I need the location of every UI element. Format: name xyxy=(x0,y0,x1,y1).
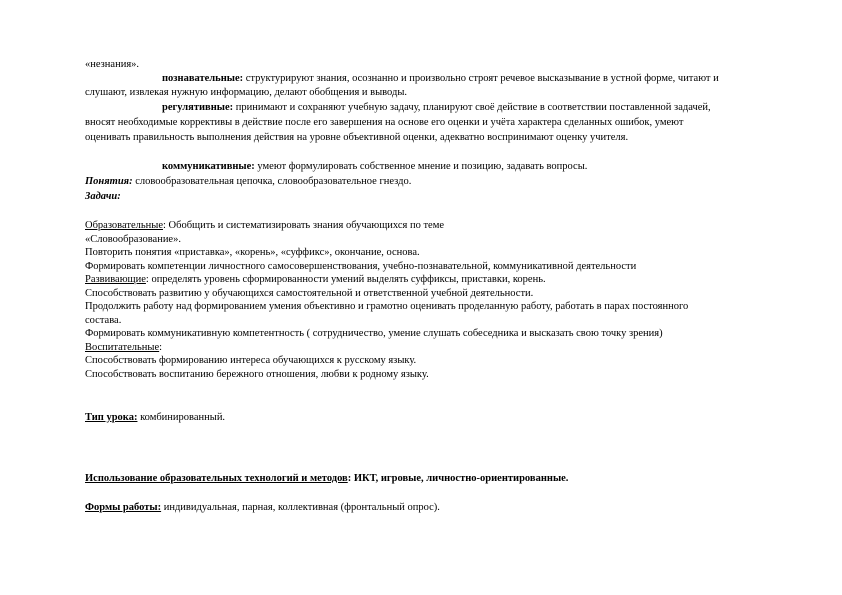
educational-line-3: Повторить понятия «приставка», «корень», «суффикс», окончание, основа. xyxy=(85,247,420,258)
developing-line-2: Способствовать развитию у обучающихся самостоятельной и ответственной учебной деятельности. xyxy=(85,287,534,299)
upbringing-text: : xyxy=(159,341,163,353)
communicative-text: умеют формулировать собственное мнение и позицию, задавать вопросы. xyxy=(254,161,588,172)
work-forms-label: Формы работы: xyxy=(85,502,162,513)
technologies-label: Использование образовательных технологий и методов xyxy=(85,473,348,484)
developing-text: : определять уровень сформированности умений выделять суффиксы, приставки, корень. xyxy=(145,274,546,285)
regulatory-line xyxy=(162,101,711,114)
quote-line: «незнания». xyxy=(85,59,140,70)
technologies-text: : ИКТ, игровые, личностно-ориентированные. xyxy=(347,473,569,484)
concepts-line xyxy=(85,175,411,188)
regulatory-cont-2: оценивать правильность выполнения действия на уровне объективной оценки, адекватно воспринимают оценку учителя. xyxy=(85,132,629,143)
educational-text: : Обобщить и систематизировать знания обучающихся по теме xyxy=(163,220,445,231)
upbringing-line-3: Способствовать воспитанию бережного отношения, любви к родному языку. xyxy=(85,368,429,380)
cognitive-label: познавательные: xyxy=(162,73,244,84)
regulatory-label: регулятивные: xyxy=(162,102,234,113)
technologies-line xyxy=(85,472,568,485)
cognitive-cont: слушают, извлекая нужную информацию, делают обобщения и выводы. xyxy=(85,87,408,98)
tasks-label: Задачи: xyxy=(85,191,121,202)
concepts-text: словообразовательная цепочка, словообразовательное гнездо. xyxy=(132,176,412,187)
educational-label: Образовательные xyxy=(85,220,163,231)
developing-label: Развивающие xyxy=(85,274,146,285)
tasks-block xyxy=(85,219,785,381)
educational-line-2: «Словообразование». xyxy=(85,233,181,245)
cognitive-line xyxy=(162,72,719,85)
upbringing-label: Воспитательные xyxy=(85,341,160,353)
cognitive-text: структурируют знания, осознанно и произвольно строят речевое высказывание в устной форме, читают и xyxy=(243,73,719,84)
communicative-line xyxy=(162,160,587,173)
communicative-label: коммуникативные: xyxy=(162,161,255,172)
regulatory-cont-1: вносят необходимые коррективы в действие после его завершения на основе его оценки и учёта характера сделанных ошибок, умеют xyxy=(85,117,684,128)
upbringing-line-2: Способствовать формированию интереса обучающихся к русскому языку. xyxy=(85,355,417,366)
regulatory-text: принимают и сохраняют учебную задачу, планируют своё действие в соответствии поставленной задачей, xyxy=(233,102,711,113)
lesson-type-label: Тип урока: xyxy=(85,412,138,423)
lesson-type-text: комбинированный. xyxy=(137,412,226,423)
tasks-heading xyxy=(85,190,121,203)
developing-line xyxy=(85,273,785,287)
educational-line-4: Формировать компетенции личностного самосовершенствования, учебно-познавательной, коммуникативной деятельности xyxy=(85,260,637,272)
work-forms-line xyxy=(85,501,440,514)
lesson-type-line xyxy=(85,411,225,424)
developing-line-3: Продолжить работу над формированием умения объективно и грамотно оценивать проделанную работу, работать в парах постоянного xyxy=(85,301,689,312)
developing-line-4: состава. xyxy=(85,314,122,326)
concepts-label: Понятия: xyxy=(85,176,133,187)
upbringing-line xyxy=(85,341,785,355)
educational-line xyxy=(85,219,785,233)
work-forms-text: индивидуальная, парная, коллективная (фронтальный опрос). xyxy=(161,502,440,513)
developing-line-5: Формировать коммуникативную компетентность ( сотрудничество, умение слушать собеседника и высказать свою точку зрения) xyxy=(85,328,663,339)
